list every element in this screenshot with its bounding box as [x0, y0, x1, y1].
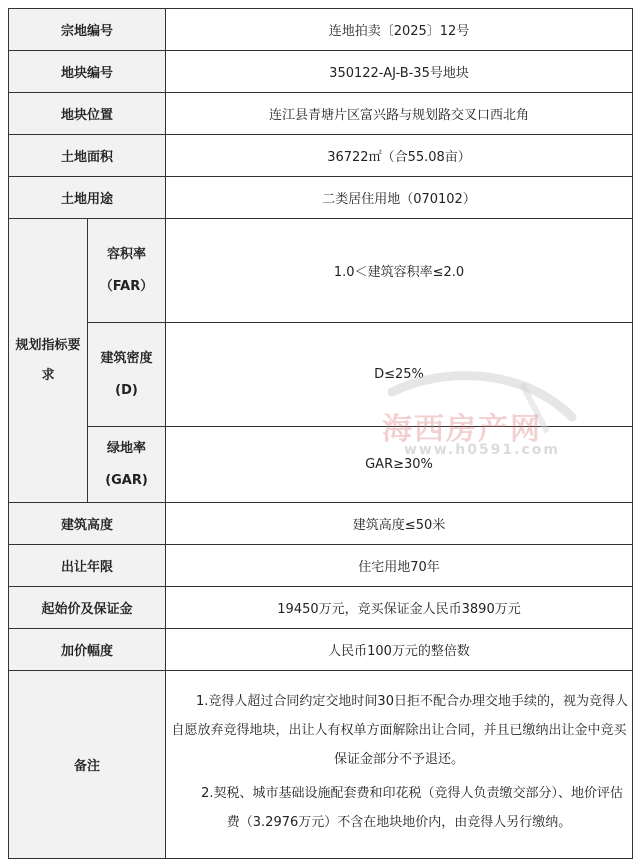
remark-note-2: 2.契税、城市基础设施配套费和印花税（竞得人负责缴交部分）、地价评估费（3.2976万元）不含在地块地价内，由竞得人另行缴纳。 [201, 786, 623, 830]
row-remarks [9, 671, 633, 859]
watermark-url: www.h0591.com [404, 442, 560, 458]
row-height [9, 503, 633, 545]
row-far [9, 219, 633, 323]
term-value: 住宅用地70年 [166, 545, 633, 587]
planning-label: 规划指标要求 [9, 219, 88, 503]
row-location [9, 93, 633, 135]
parcel-no-value: 连地拍卖〔2025〕12号 [166, 9, 633, 51]
row-price [9, 587, 633, 629]
density-label: 建筑密度(D) [88, 323, 166, 427]
gar-label: 绿地率(GAR) [88, 427, 166, 503]
location-label: 地块位置 [9, 93, 166, 135]
area-value: 36722㎡（合55.08亩） [166, 135, 633, 177]
row-use [9, 177, 633, 219]
far-value: 1.0＜建筑容积率≤2.0 [166, 219, 633, 323]
lot-no-label: 地块编号 [9, 51, 166, 93]
watermark-title: 海西房产网 [382, 412, 542, 447]
use-value: 二类居住用地（070102） [166, 177, 633, 219]
price-label: 起始价及保证金 [9, 587, 166, 629]
remarks-content [166, 671, 633, 859]
row-lot-no [9, 51, 633, 93]
parcel-no-label: 宗地编号 [9, 9, 166, 51]
density-value: D≤25% [166, 323, 633, 427]
increment-value: 人民币100万元的整倍数 [166, 629, 633, 671]
remark-note-1: 1.竞得人超过合同约定交地时间30日拒不配合办理交地手续的，视为竞得人自愿放弃竞得地块，出让人有权单方面解除出让合同，并且已缴纳出让金中竞买保证金部分不予退还。 [171, 694, 628, 767]
location-value: 连江县青塘片区富兴路与规划路交叉口西北角 [166, 93, 633, 135]
price-value: 19450万元，竞买保证金人民币3890万元 [166, 587, 633, 629]
term-label: 出让年限 [9, 545, 166, 587]
remarks-label: 备注 [9, 671, 166, 859]
row-parcel-no [9, 9, 633, 51]
increment-label: 加价幅度 [9, 629, 166, 671]
area-label: 土地面积 [9, 135, 166, 177]
row-increment [9, 629, 633, 671]
row-area [9, 135, 633, 177]
height-label: 建筑高度 [9, 503, 166, 545]
lot-no-value: 350122-AJ-B-35号地块 [166, 51, 633, 93]
far-label: 容积率（FAR） [88, 219, 166, 323]
use-label: 土地用途 [9, 177, 166, 219]
gar-value: GAR≥30% [166, 427, 633, 503]
row-term [9, 545, 633, 587]
height-value: 建筑高度≤50米 [166, 503, 633, 545]
